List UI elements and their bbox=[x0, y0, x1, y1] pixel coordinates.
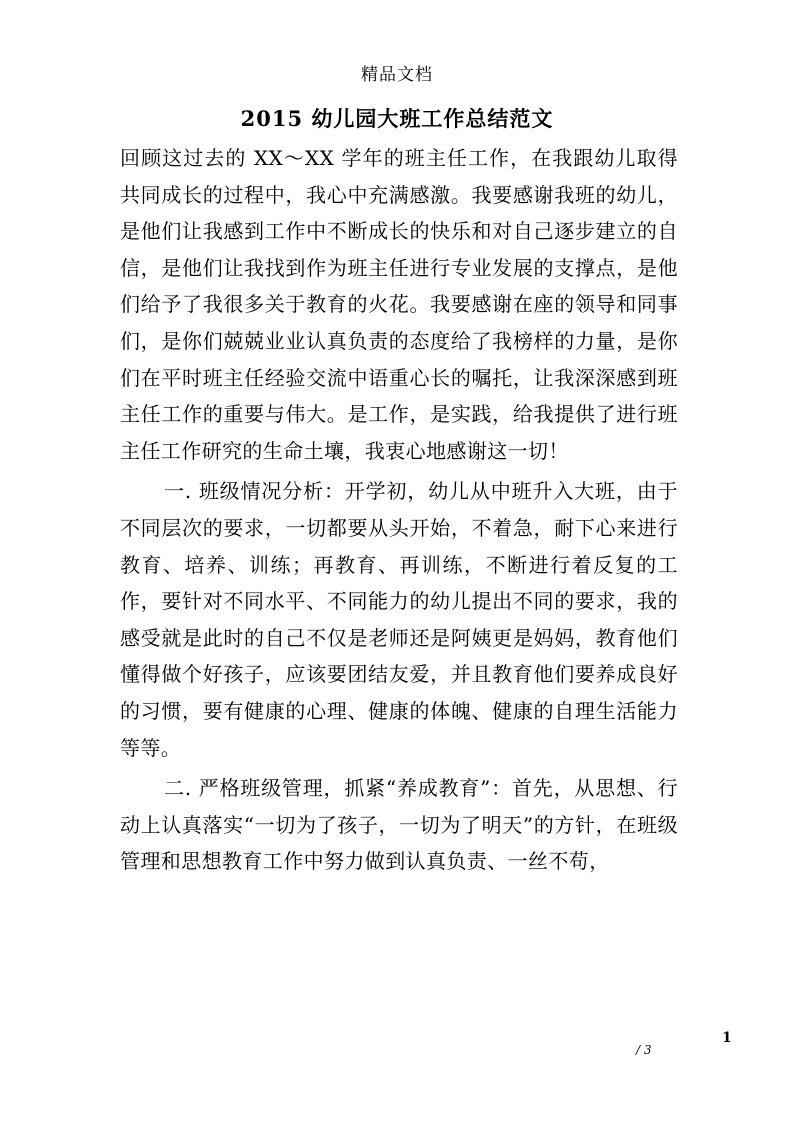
paragraph-intro: 回顾这过去的 XX～XX 学年的班主任工作，在我跟幼儿取得共同成长的过程中，我心中充满感激。我要感谢我班的幼儿，是他们让我感到工作中不断成长的快乐和对自己逐步建立的自信，是他们让我找到作为班主任进行专业发展的支撑点，是他们给予了我很多关于教育的火花。我要感谢在座的领导和同事们，是你们兢兢业业认真负责的态度给了我榜样的力量，是你们在平时班主任经验交流中语重心长的嘱托，让我深深感到班主任工作的重要与伟大。是工作，是实践，给我提供了进行班主任工作研究的生命土壤，我衷心地感谢这一切！ bbox=[120, 146, 678, 463]
document-title: 2015 幼儿园大班工作总结范文 bbox=[240, 106, 554, 131]
document-body bbox=[120, 140, 678, 880]
page-footer: / 3 bbox=[636, 1043, 652, 1057]
paragraph-class-management: 二. 严格班级管理，抓紧“养成教育”：首先，从思想、行动上认真落实“一切为了孩子，一切为了明天”的方针，在班级管理和思想教育工作中努力做到认真负责、一丝不苟， bbox=[120, 776, 678, 874]
page-number: 1 bbox=[722, 1030, 732, 1046]
document-header: 精品文档 bbox=[361, 65, 433, 85]
paragraph-class-analysis: 一. 班级情况分析：开学初，幼儿从中班升入大班，由于不同层次的要求，一切都要从头开始，不着急，耐下心来进行教育、培养、训练；再教育、再训练，不断进行着反复的工作，要针对不同水平、不同能力的幼儿提出不同的要求，我的感受就是此时的自己不仅是老师还是阿姨更是妈妈，教育他们懂得做个好孩子，应该要团结友爱，并且教育他们要养成良好的习惯，要有健康的心理、健康的体魄、健康的自理生活能力等等。 bbox=[120, 479, 678, 760]
